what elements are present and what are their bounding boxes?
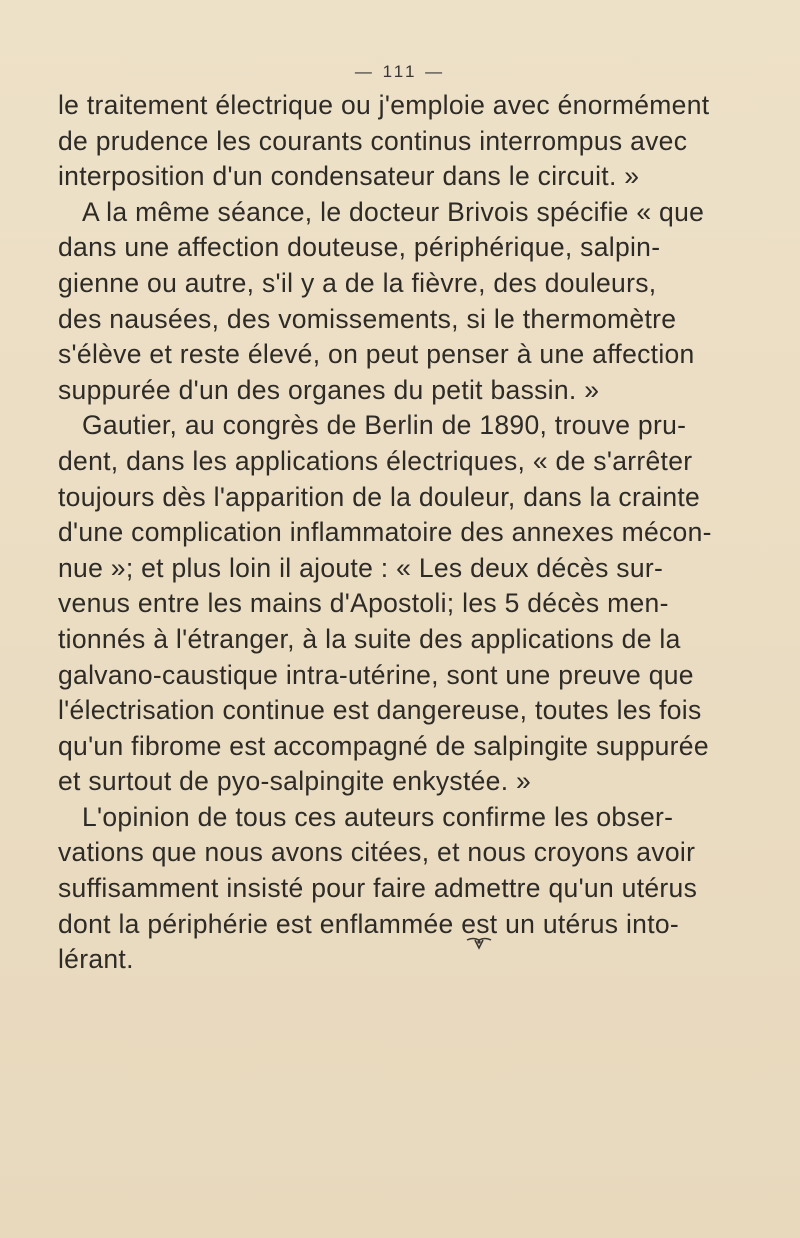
- paragraph-start-line: Gautier, au congrès de Berlin de 1890, trouve pru-: [82, 410, 687, 441]
- text-line: et surtout de pyo-salpingite enkystée. »: [58, 766, 532, 797]
- text-line: nue »; et plus loin il ajoute : « Les deux décès sur-: [58, 552, 664, 583]
- text-line: dent, dans les applications électriques, « de s'arrêter: [58, 445, 693, 476]
- printer-fleuron-ornament-icon: [466, 936, 492, 950]
- text-line: gienne ou autre, s'il y a de la fièvre, des douleurs,: [58, 267, 657, 298]
- text-line: interposition d'un condensateur dans le circuit. »: [58, 161, 640, 192]
- paragraph-start-line: L'opinion de tous ces auteurs confirme les obser-: [82, 801, 674, 832]
- text-line: suffisamment insisté pour faire admettre qu'un utérus: [58, 873, 698, 904]
- text-line: dont la périphérie est enflammée est un utérus into-: [58, 908, 680, 939]
- text-line: d'une complication inflammatoire des annexes mécon-: [58, 517, 712, 548]
- text-line: le traitement électrique ou j'emploie avec énormément: [58, 90, 710, 120]
- text-line: dans une affection douteuse, périphérique, salpin-: [58, 232, 661, 263]
- text-line: venus entre les mains d'Apostoli; les 5 décès men-: [58, 588, 669, 619]
- page-number: — 111 —: [354, 62, 446, 81]
- text-line: toujours dès l'apparition de la douleur, dans la crainte: [58, 481, 701, 512]
- text-line: des nausées, des vomissements, si le thermomètre: [58, 303, 677, 334]
- body-text: [58, 88, 712, 978]
- text-line: s'élève et reste élevé, on peut penser à une affection: [58, 339, 695, 370]
- text-line: lérant.: [58, 944, 134, 975]
- text-line: suppurée d'un des organes du petit bassin. »: [58, 374, 600, 405]
- text-line: l'électrisation continue est dangereuse, toutes les fois: [58, 695, 702, 726]
- paragraph-start-line: A la même séance, le docteur Brivois spécifie « que: [82, 196, 705, 227]
- text-line: tionnés à l'étranger, à la suite des applications de la: [58, 623, 681, 654]
- text-line: vations que nous avons citées, et nous croyons avoir: [58, 837, 696, 868]
- text-line: de prudence les courants continus interrompus avec: [58, 125, 688, 156]
- text-line: qu'un fibrome est accompagné de salpingite suppurée: [58, 730, 709, 761]
- text-line: galvano-caustique intra-utérine, sont une preuve que: [58, 659, 694, 690]
